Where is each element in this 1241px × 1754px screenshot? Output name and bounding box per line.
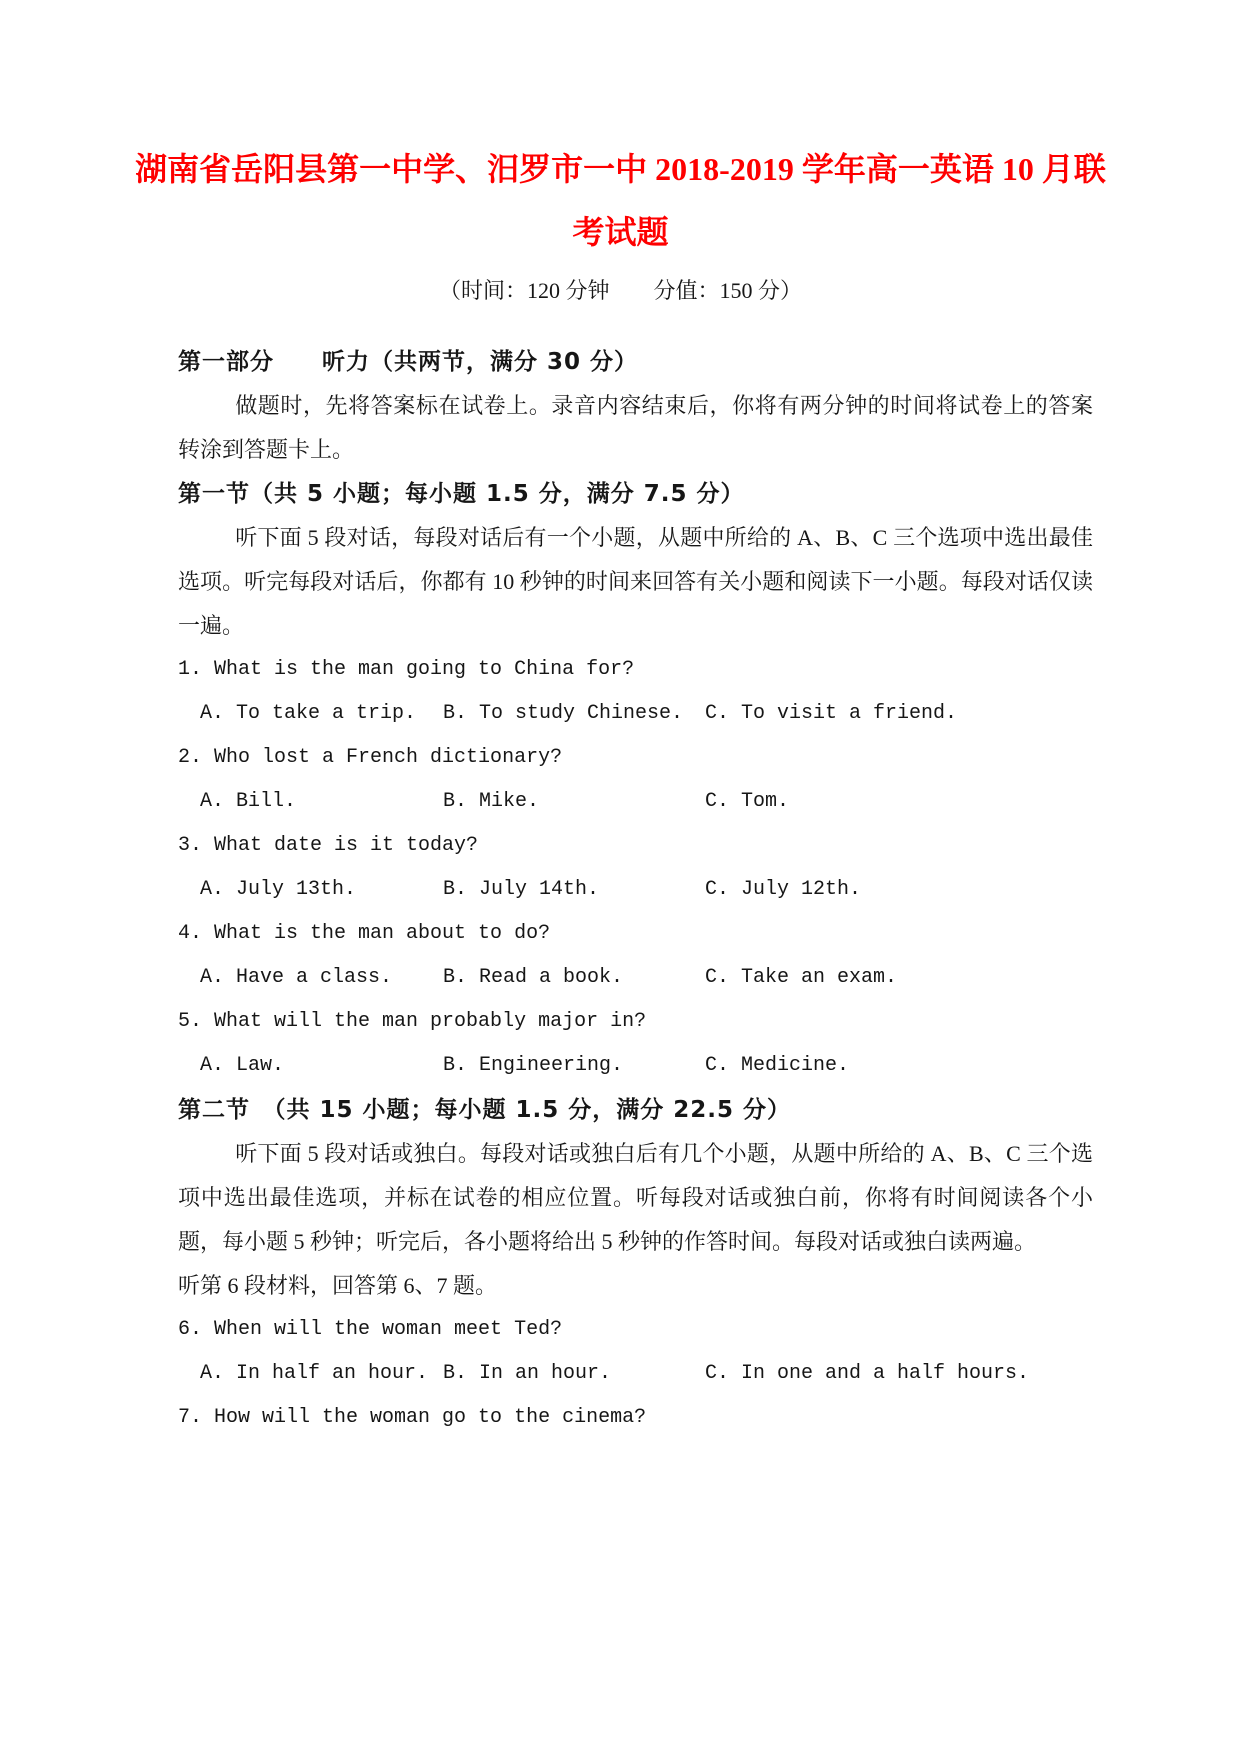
question-3-options xyxy=(178,868,1093,912)
question-1-options xyxy=(178,692,1093,736)
question-7 xyxy=(178,1396,1093,1440)
question-3 xyxy=(178,824,1093,912)
question-6-option-b: B. In an hour. xyxy=(443,1362,612,1385)
question-4 xyxy=(178,912,1093,1000)
question-5-option-c: C. Medicine. xyxy=(705,1054,850,1077)
question-6 xyxy=(178,1308,1093,1396)
question-2-options xyxy=(178,780,1093,824)
question-6-option-a: A. In half an hour. xyxy=(200,1362,429,1385)
question-2-option-a: A. Bill. xyxy=(200,790,297,813)
question-2-number: 2. xyxy=(178,746,203,769)
question-4-text: 4. What is the man about to do? xyxy=(178,912,1093,956)
question-3-number: 3. xyxy=(178,834,203,857)
section2-heading: 第二节 （共 15 小题；每小题 1.5 分，满分 22.5 分） xyxy=(178,1097,792,1123)
document-body xyxy=(178,340,1093,1440)
document-header xyxy=(0,0,1241,306)
part1-heading: 第一部分 听力（共两节，满分 30 分） xyxy=(178,349,639,375)
question-1-option-a: A. To take a trip. xyxy=(200,702,417,725)
question-3-option-a: A. July 13th. xyxy=(200,878,357,901)
question-4-number: 4. xyxy=(178,922,203,945)
question-4-option-c: C. Take an exam. xyxy=(705,966,898,989)
question-1-option-b: B. To study Chinese. xyxy=(443,702,684,725)
question-1 xyxy=(178,648,1093,736)
question-6-options xyxy=(178,1352,1093,1396)
section2-instructions: 听下面 5 段对话或独白。每段对话或独白后有几个小题，从题中所给的 A、B、C 三个选项中选出最佳选项，并标在试卷的相应位置。听每段对话或独白前，你将有时间阅读各个小题，每小题 5 秒钟；听完后，各小题将给出 5 秒钟的作答时间。每段对话或独白读两遍。 xyxy=(178,1141,1093,1254)
section1-heading: 第一节（共 5 小题；每小题 1.5 分，满分 7.5 分） xyxy=(178,481,745,507)
question-6-text: 6. When will the woman meet Ted? xyxy=(178,1308,1093,1352)
section2-material-note: 听第 6 段材料，回答第 6、7 题。 xyxy=(178,1273,498,1298)
question-7-text: 7. How will the woman go to the cinema? xyxy=(178,1396,1093,1440)
question-7-number: 7. xyxy=(178,1406,203,1429)
question-5-number: 5. xyxy=(178,1010,203,1033)
question-2-option-c: C. Tom. xyxy=(705,790,790,813)
document-subtitle: （时间：120 分钟 分值：150 分） xyxy=(438,278,802,303)
question-3-option-c: C. July 12th. xyxy=(705,878,862,901)
question-2-text: 2. Who lost a French dictionary? xyxy=(178,736,1093,780)
part1-intro: 做题时，先将答案标在试卷上。录音内容结束后，你将有两分钟的时间将试卷上的答案转涂到答题卡上。 xyxy=(178,393,1093,462)
question-5-text: 5. What will the man probably major in? xyxy=(178,1000,1093,1044)
document-title-line-2: 考试题 xyxy=(572,214,669,250)
section1-instructions: 听下面 5 段对话，每段对话后有一个小题，从题中所给的 A、B、C 三个选项中选出最佳选项。听完每段对话后，你都有 10 秒钟的时间来回答有关小题和阅读下一小题。每段对话仅读一遍。 xyxy=(178,525,1093,638)
question-6-option-c: C. In one and a half hours. xyxy=(705,1362,1030,1385)
question-5-option-b: B. Engineering. xyxy=(443,1054,624,1077)
question-2 xyxy=(178,736,1093,824)
question-1-option-c: C. To visit a friend. xyxy=(705,702,958,725)
question-1-number: 1. xyxy=(178,658,203,681)
document-title-line-1: 湖南省岳阳县第一中学、汨罗市一中 2018-2019 学年高一英语 10 月联 xyxy=(135,151,1106,187)
question-6-number: 6. xyxy=(178,1318,203,1341)
question-4-option-a: A. Have a class. xyxy=(200,966,393,989)
question-4-options xyxy=(178,956,1093,1000)
question-3-option-b: B. July 14th. xyxy=(443,878,600,901)
question-5-option-a: A. Law. xyxy=(200,1054,285,1077)
question-4-option-b: B. Read a book. xyxy=(443,966,624,989)
question-5-options xyxy=(178,1044,1093,1088)
question-2-option-b: B. Mike. xyxy=(443,790,540,813)
question-1-text: 1. What is the man going to China for? xyxy=(178,648,1093,692)
question-3-text: 3. What date is it today? xyxy=(178,824,1093,868)
question-5 xyxy=(178,1000,1093,1088)
